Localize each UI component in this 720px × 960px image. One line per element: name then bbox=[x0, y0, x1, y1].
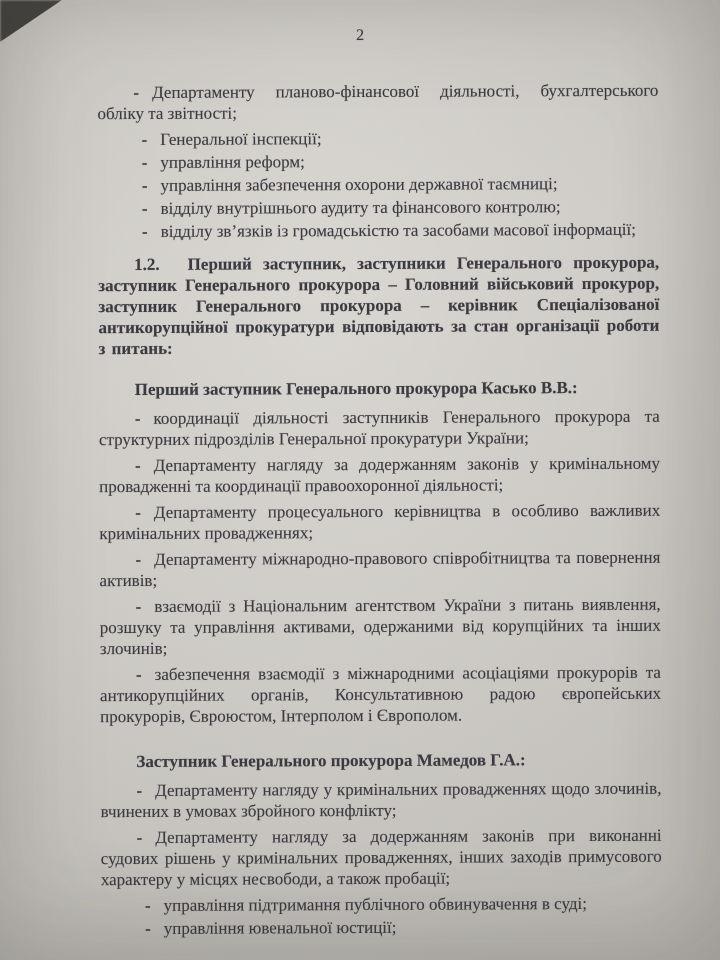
list-item-text: управління підтримання публічного обвинувачення в суді; bbox=[163, 894, 588, 915]
list-item bbox=[98, 150, 659, 173]
clause-text: Перший заступник, заступники Генерального прокурора, заступник Генерального прокурора – Головний військовий прокурор, заступник Генерального прокурора – керівник Спеціалізованої антикорупційної прокуратури відповідають за стан організації роботи з питань: bbox=[98, 252, 660, 359]
bullet-dash: - bbox=[135, 502, 141, 522]
bullet-dash: - bbox=[136, 827, 143, 847]
bullet-dash: - bbox=[141, 152, 148, 172]
list-item bbox=[99, 500, 660, 544]
bullet-dash: - bbox=[133, 82, 140, 102]
list-item-text: управління ювенальної юстиції; bbox=[163, 917, 397, 938]
bullet-dash: - bbox=[135, 664, 142, 684]
list-item bbox=[101, 916, 662, 939]
list-item bbox=[99, 406, 660, 450]
list-item bbox=[101, 825, 662, 890]
section-heading-mamedov: Заступник Генерального прокурора Мамедов Г.А.: bbox=[136, 750, 526, 771]
list-item-text: координації діяльності заступників Генерального прокурора та структурних підрозділів Генеральної прокуратури України; bbox=[98, 406, 660, 450]
list-item bbox=[98, 173, 659, 196]
list-item-text: Департаменту нагляду за додержанням законів у кримінальному провадженні та координації правоохоронної діяльності; bbox=[99, 453, 661, 497]
list-item bbox=[98, 219, 659, 242]
list-item-text: управління реформ; bbox=[160, 152, 305, 172]
list-item bbox=[98, 127, 659, 150]
list-item bbox=[101, 893, 662, 916]
list-item bbox=[97, 80, 658, 124]
bullet-dash: - bbox=[141, 221, 148, 241]
list-item bbox=[99, 453, 660, 497]
list-item bbox=[100, 594, 661, 659]
page-number: 2 bbox=[356, 26, 365, 45]
list-item-text: Департаменту планово-фінансової діяльності, бухгалтерського обліку та звітності; bbox=[97, 80, 659, 124]
bullet-dash: - bbox=[145, 918, 151, 938]
section-heading-kasko: Перший заступник Генерального прокурора Касько В.В.: bbox=[134, 378, 578, 399]
bullet-dash: - bbox=[134, 455, 141, 475]
list-item-text: Департаменту міжнародно-правового співробітництва та повернення активів; bbox=[99, 547, 661, 591]
list-item bbox=[100, 662, 661, 727]
list-item-text: Департаменту процесуального керівництва в особливо важливих кримінальних провадженнях; bbox=[99, 500, 661, 544]
bullet-dash: - bbox=[141, 198, 148, 218]
list-item-text: Департаменту нагляду за додержанням законів при виконанні судових рішень у кримінальних провадженнях, інших заходів примусового характеру у місцях несвободи, а також пробації; bbox=[100, 825, 662, 890]
list-item-text: управління забезпечення охорони державної таємниці; bbox=[160, 174, 558, 195]
list-item-text: забезпечення взаємодії з міжнародними асоціаціями прокурорів та антикорупційних органів, Консультативною радою європейських прокурорів, Євроюстом, Інтерполом і Європолом. bbox=[99, 662, 662, 727]
list-item-text: взаємодії з Національним агентством України з питань виявлення, розшуку та управління активами, одержаними від корупційних та інших злочинів; bbox=[99, 594, 661, 659]
list-item-text: відділу зв’язків із громадськістю та засобами масової інформації; bbox=[160, 219, 636, 241]
list-item bbox=[98, 196, 659, 219]
bullet-dash: - bbox=[144, 895, 151, 915]
bullet-dash: - bbox=[134, 408, 141, 428]
bullet-dash: - bbox=[136, 780, 143, 800]
document-body bbox=[0, 44, 720, 939]
list-item-text: Департаменту нагляду у кримінальних провадженнях щодо злочинів, вчинених в умовах збройного конфлікту; bbox=[100, 778, 662, 822]
clause-1-2 bbox=[98, 252, 659, 359]
list-item-text: Генеральної інспекції; bbox=[160, 129, 322, 149]
list-item bbox=[100, 778, 661, 822]
bullet-dash: - bbox=[135, 596, 142, 616]
bullet-dash: - bbox=[141, 175, 148, 195]
list-item-text: відділу внутрішнього аудиту та фінансового контролю; bbox=[160, 197, 561, 218]
list-item bbox=[99, 547, 660, 591]
bullet-dash: - bbox=[135, 549, 142, 569]
clause-number: 1.2. bbox=[134, 254, 160, 274]
bullet-dash: - bbox=[141, 129, 148, 149]
